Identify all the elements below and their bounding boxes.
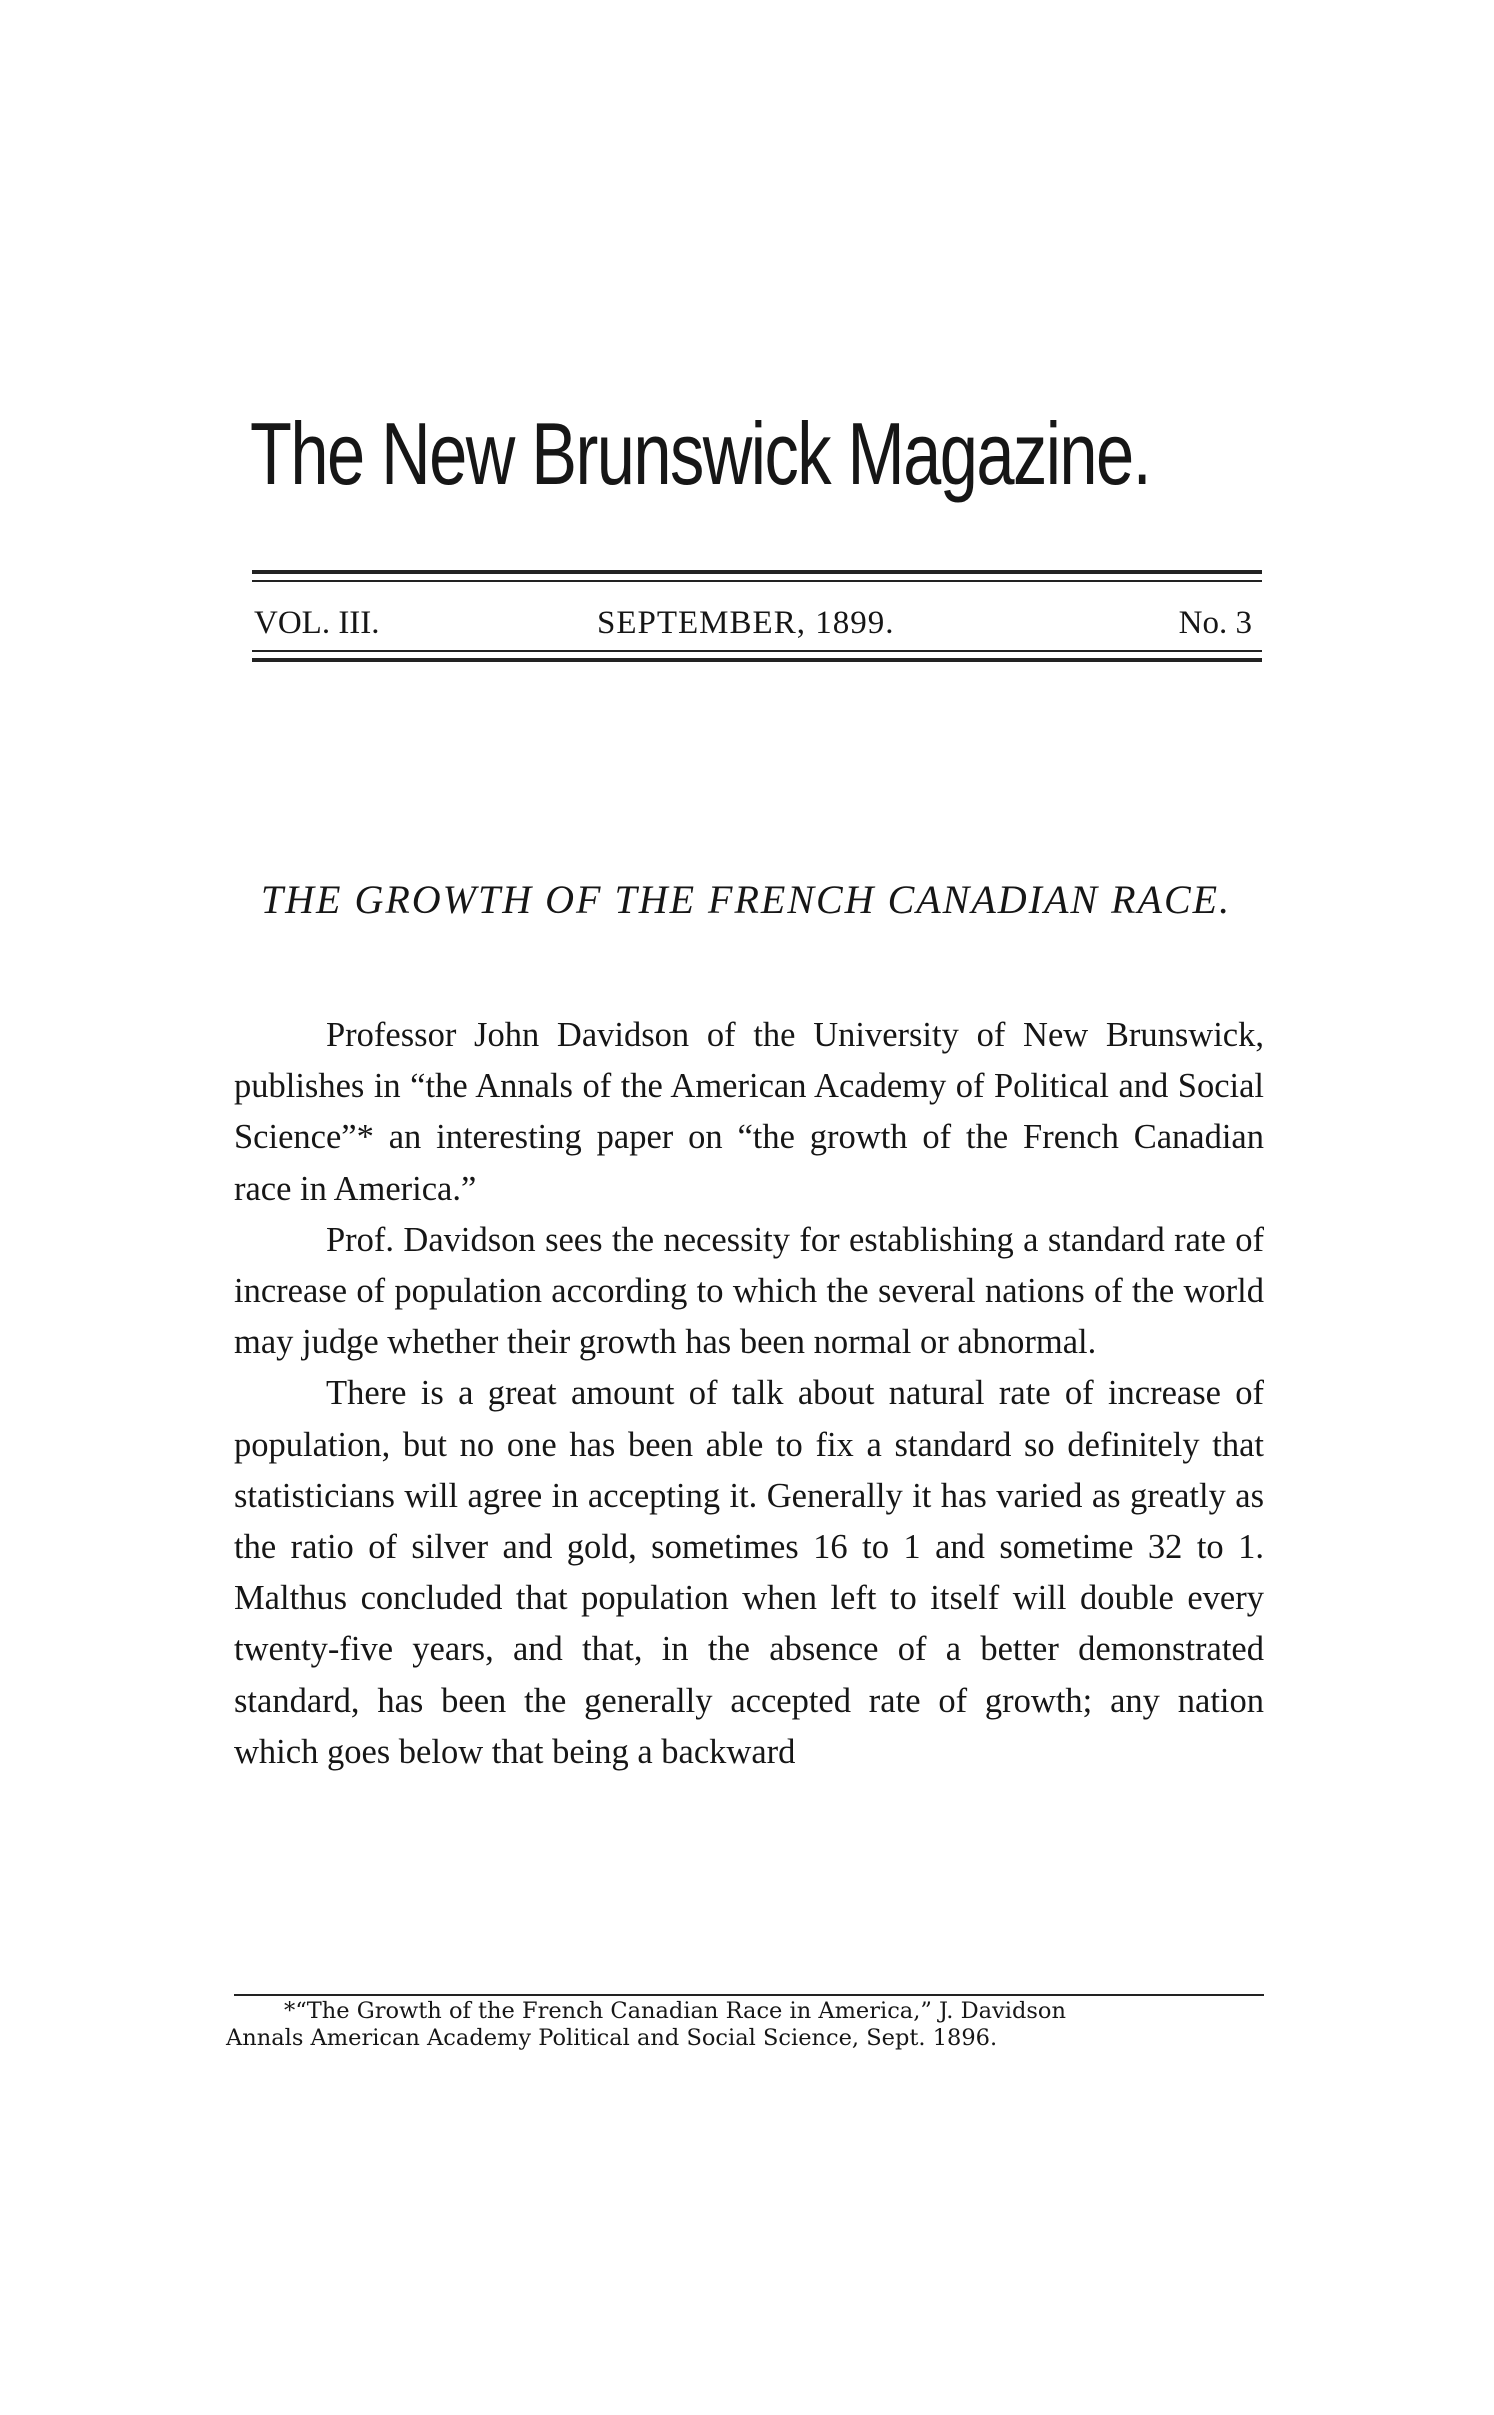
footnote-divider xyxy=(234,1994,1264,1996)
paragraph-1: Professor John Davidson of the University of New Brunswick, publishes in “the Annals of the American Academy of Political and Social Science”* an interesting paper on “the growth of the French Canadian race in America.” xyxy=(234,1016,1264,1208)
header-rule-top-thick xyxy=(252,570,1262,574)
header-rule-bottom-thin xyxy=(252,650,1262,652)
masthead-title: The New Brunswick Magazine. xyxy=(250,404,1151,503)
article-title: THE GROWTH OF THE FRENCH CANADIAN RACE. xyxy=(260,877,1232,922)
header-rule-top-thin xyxy=(252,580,1262,582)
footnote xyxy=(226,1998,1226,2052)
header-rule-bottom-thick xyxy=(252,658,1262,662)
footnote-line-2: Annals American Academy Political and Social Science, Sept. 1896. xyxy=(226,2025,998,2051)
issue-line xyxy=(252,600,1262,646)
issue-date: SEPTEMBER, 1899. xyxy=(597,605,895,641)
paragraph-2: Prof. Davidson sees the necessity for establishing a standard rate of increase of population according to which the several nations of the world may judge whether their growth has been normal or abnormal. xyxy=(234,1220,1264,1362)
issue-number: No. 3 xyxy=(1178,605,1252,641)
paragraph-3: There is a great amount of talk about natural rate of increase of population, but no one has been able to fix a standard so definitely that statisticians will agree in accepting it. Generally it has varied as greatly as the ratio of silver and gold, sometimes 16 to 1 and sometime 32 to 1. Malthus concluded that population when left to itself will double every twenty-five years, and that, in the absence of a better demonstrated standard, has been the generally accepted rate of growth; any nation which goes below that being a backward xyxy=(234,1374,1264,1771)
article-body xyxy=(234,1010,1264,1778)
volume-label: VOL. III. xyxy=(254,605,380,641)
footnote-line-1: *“The Growth of the French Canadian Race in America,” J. Davidson xyxy=(284,1998,1066,2024)
